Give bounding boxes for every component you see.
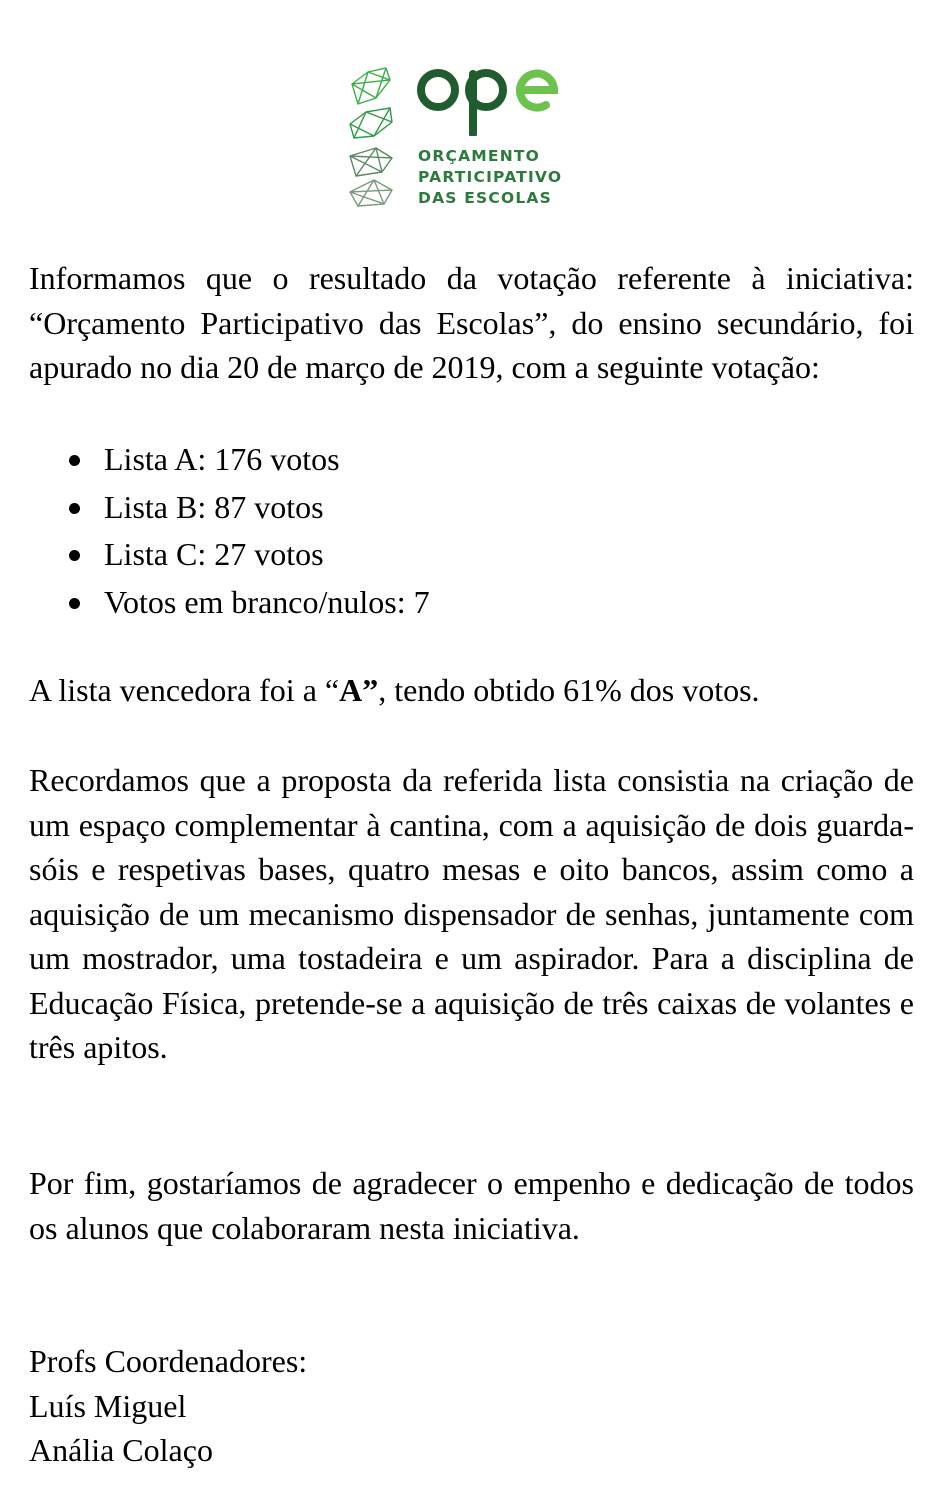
winner-list-name: A” [339, 672, 379, 708]
vote-result-item: Votos em branco/nulos: 7 [0, 579, 430, 627]
signature-role: Profs Coordenadores: [29, 1343, 308, 1379]
thanks-paragraph: Por fim, gostaríamos de agradecer o empenho e dedicação de todos os alunos que colaboraram nesta iniciativa. [29, 1165, 914, 1246]
signature-block [29, 1339, 914, 1473]
winner-paragraph [29, 668, 914, 713]
vote-result-item: Lista B: 87 votos [0, 484, 430, 532]
intro-paragraph: Informamos que o resultado da votação referente à iniciativa: “Orçamento Participativo das Escolas”, do ensino secundário, foi apurado no dia 20 de março de 2019, com a seguinte votação: [29, 260, 914, 385]
logo-subtitle-line: PARTICIPATIVO [418, 168, 563, 186]
winner-text-after: , tendo obtido 61% dos votos. [378, 672, 760, 708]
vote-result-item: Lista C: 27 votos [0, 531, 430, 579]
winner-text-before: A lista vencedora foi a “ [29, 672, 340, 708]
ope-logo-subtitle [418, 146, 562, 209]
ope-logo [346, 64, 586, 212]
ope-logo-mark-icon [346, 64, 412, 212]
vote-results-list [0, 436, 430, 626]
proposal-paragraph: Recordamos que a proposta da referida lista consistia na criação de um espaço complementar à cantina, com a aquisição de dois guarda-sóis e respetivas bases, quatro mesas e oito bancos, assim como a aquisição de um mecanismo dispensador de senhas, juntamente com um mostrador, uma tostadeira e um aspirador. Para a disciplina de Educação Física, pretende-se a aquisição de três caixas de volantes e três apitos. [29, 762, 914, 1065]
vote-result-item: Lista A: 176 votos [0, 436, 430, 484]
signature-name: Luís Miguel [29, 1387, 187, 1424]
logo-subtitle-line: ORÇAMENTO [418, 147, 541, 165]
signature-name: Anália Colaço [29, 1432, 213, 1468]
logo-subtitle-line: DAS ESCOLAS [418, 189, 552, 207]
ope-logo-wordmark [416, 64, 576, 136]
